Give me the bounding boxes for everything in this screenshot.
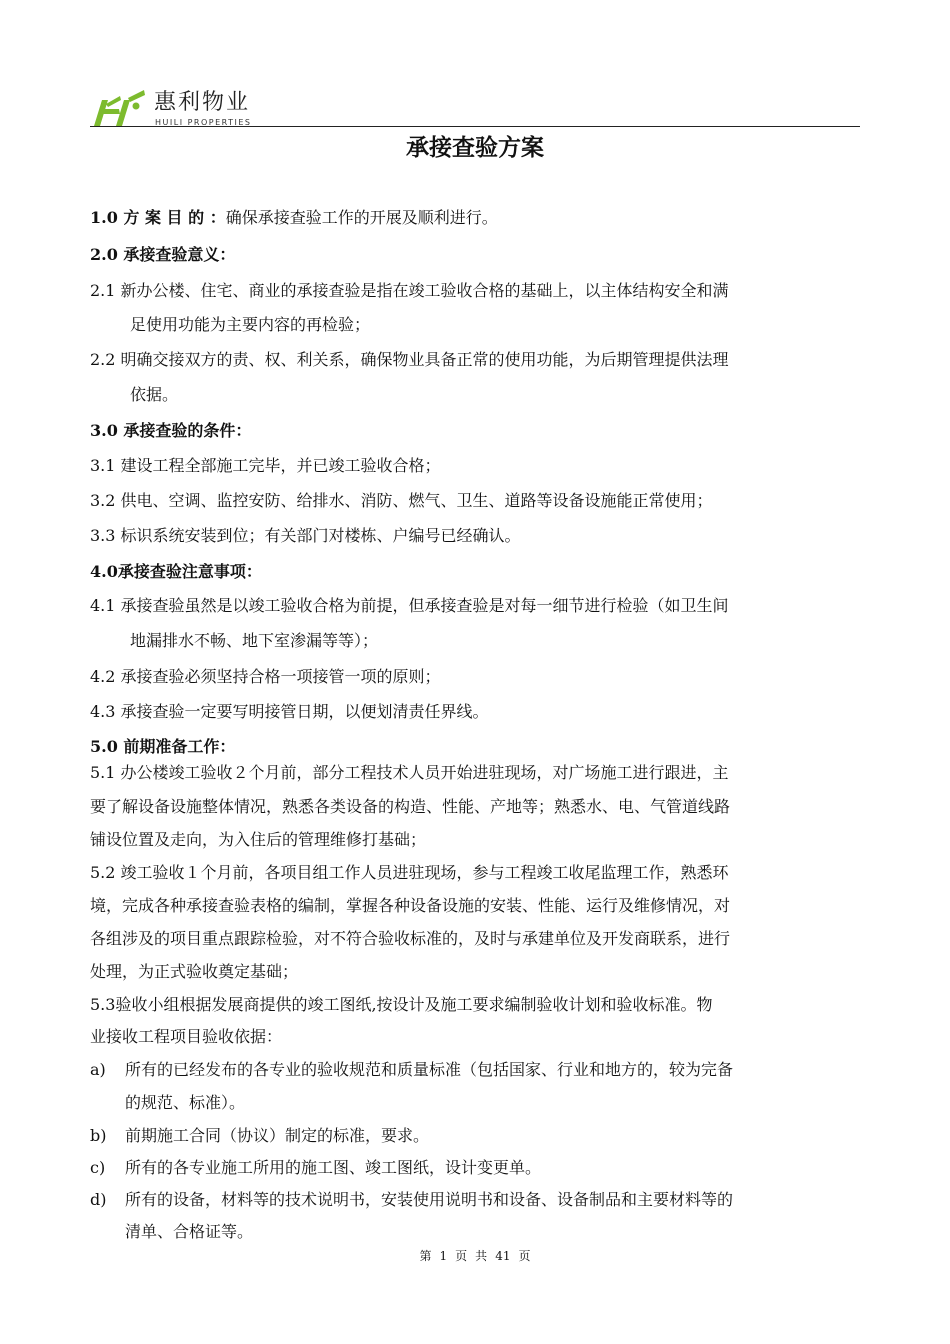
section-2-heading: 2.0 承接查验意义： — [90, 245, 236, 264]
list-item-c-line-1: 所有的各专业施工所用的施工图、竣工图纸，设计变更单。 — [125, 1158, 542, 1177]
paragraph-2-1-line-2: 足使用功能为主要内容的再检验； — [130, 315, 371, 334]
list-item-a-label: a) — [90, 1060, 106, 1079]
page-number-footer — [0, 1248, 950, 1264]
paragraph-4-1-line-1: 4.1 承接查验虽然是以竣工验收合格为前提，但承接查验是对每一细节进行检验（如卫生间 — [90, 596, 729, 615]
paragraph-3-1: 3.1 建设工程全部施工完毕，并已竣工验收合格； — [90, 456, 441, 475]
header-divider — [90, 126, 860, 127]
paragraph-3-2: 3.2 供电、空调、监控安防、给排水、消防、燃气、卫生、道路等设备设施能正常使用； — [90, 491, 713, 510]
list-item-d-line-1: 所有的设备，材料等的技术说明书，安装使用说明书和设备、设备制品和主要材料等的 — [125, 1190, 734, 1209]
paragraph-2-2-line-2: 依据。 — [130, 385, 179, 404]
paragraph-2-2-line-1: 2.2 明确交接双方的责、权、利关系，确保物业具备正常的使用功能，为后期管理提供法理 — [90, 350, 729, 369]
paragraph-2-1-line-1: 2.1 新办公楼、住宅、商业的承接查验是指在竣工验收合格的基础上，以主体结构安全和满 — [90, 281, 729, 300]
paragraph-5-1-line-3: 铺设位置及走向，为入住后的管理维修打基础； — [90, 830, 427, 849]
list-item-a-line-1: 所有的已经发布的各专业的验收规范和质量标准（包括国家、行业和地方的，较为完备 — [125, 1060, 734, 1079]
section-3-heading: 3.0 承接查验的条件： — [90, 421, 252, 440]
paragraph-5-2-line-4: 处理，为正式验收奠定基础； — [90, 962, 299, 981]
footer-ye-2: 页 — [518, 1249, 531, 1263]
paragraph-5-2-line-2: 境，完成各种承接查验表格的编制，掌握各种设备设施的安装、性能、运行及维修情况，对 — [90, 896, 731, 915]
document-title: 承接查验方案 — [406, 135, 544, 161]
paragraph-5-2-line-3: 各组涉及的项目重点跟踪检验，对不符合验收标准的，及时与承建单位及开发商联系，进行 — [90, 929, 731, 948]
section-4-heading: 4.0承接查验注意事项： — [90, 562, 262, 581]
footer-total-pages: 41 — [495, 1249, 511, 1263]
company-logo-english: HUILI PROPERTIES — [155, 118, 252, 127]
paragraph-5-2-line-1: 5.2 竣工验收１个月前，各项目组工作人员进驻现场，参与工程竣工收尾监理工作，熟悉环 — [90, 863, 729, 882]
company-logo-text: 惠利物业 — [154, 90, 251, 115]
paragraph-5-3-line-2: 业接收工程项目验收依据： — [90, 1027, 283, 1046]
footer-page-number: 1 — [439, 1249, 448, 1263]
section-1-label: 1.0 方 案 目 的 ： — [90, 208, 226, 227]
paragraph-4-3: 4.3 承接查验一定要写明接管日期，以便划清责任界线。 — [90, 702, 489, 721]
paragraph-5-1-line-1: 5.1 办公楼竣工验收２个月前，部分工程技术人员开始进驻现场，对广场施工进行跟进，主 — [90, 763, 729, 782]
paragraph-4-1-line-2: 地漏排水不畅、地下室渗漏等等）； — [130, 631, 379, 650]
section-1-purpose — [90, 207, 860, 229]
footer-gong: 共 — [475, 1249, 488, 1263]
huili-logo-icon — [90, 88, 146, 128]
list-item-c-label: c) — [90, 1158, 106, 1177]
list-item-b-line-1: 前期施工合同（协议）制定的标准，要求。 — [125, 1126, 430, 1145]
paragraph-5-1-line-2: 要了解设备设施整体情况，熟悉各类设备的构造、性能、产地等；熟悉水、电、气管道线路 — [90, 797, 731, 816]
list-item-b-label: b) — [90, 1126, 107, 1145]
paragraph-4-2: 4.2 承接查验必须坚持合格一项接管一项的原则； — [90, 667, 441, 686]
footer-di: 第 — [419, 1249, 432, 1263]
section-5-heading: 5.0 前期准备工作： — [90, 737, 236, 756]
list-item-d-label: d) — [90, 1190, 107, 1209]
list-item-a-line-2: 的规范、标准）。 — [125, 1093, 246, 1112]
list-item-d-line-2: 清单、合格证等。 — [125, 1222, 254, 1241]
footer-ye: 页 — [455, 1249, 468, 1263]
paragraph-3-3: 3.3 标识系统安装到位；有关部门对楼栋、户编号已经确认。 — [90, 526, 521, 545]
paragraph-5-3-line-1: 5.3验收小组根据发展商提供的竣工图纸,按设计及施工要求编制验收计划和验收标准。物 — [90, 995, 713, 1014]
section-1-text: 确保承接查验工作的开展及顺利进行。 — [225, 208, 498, 227]
